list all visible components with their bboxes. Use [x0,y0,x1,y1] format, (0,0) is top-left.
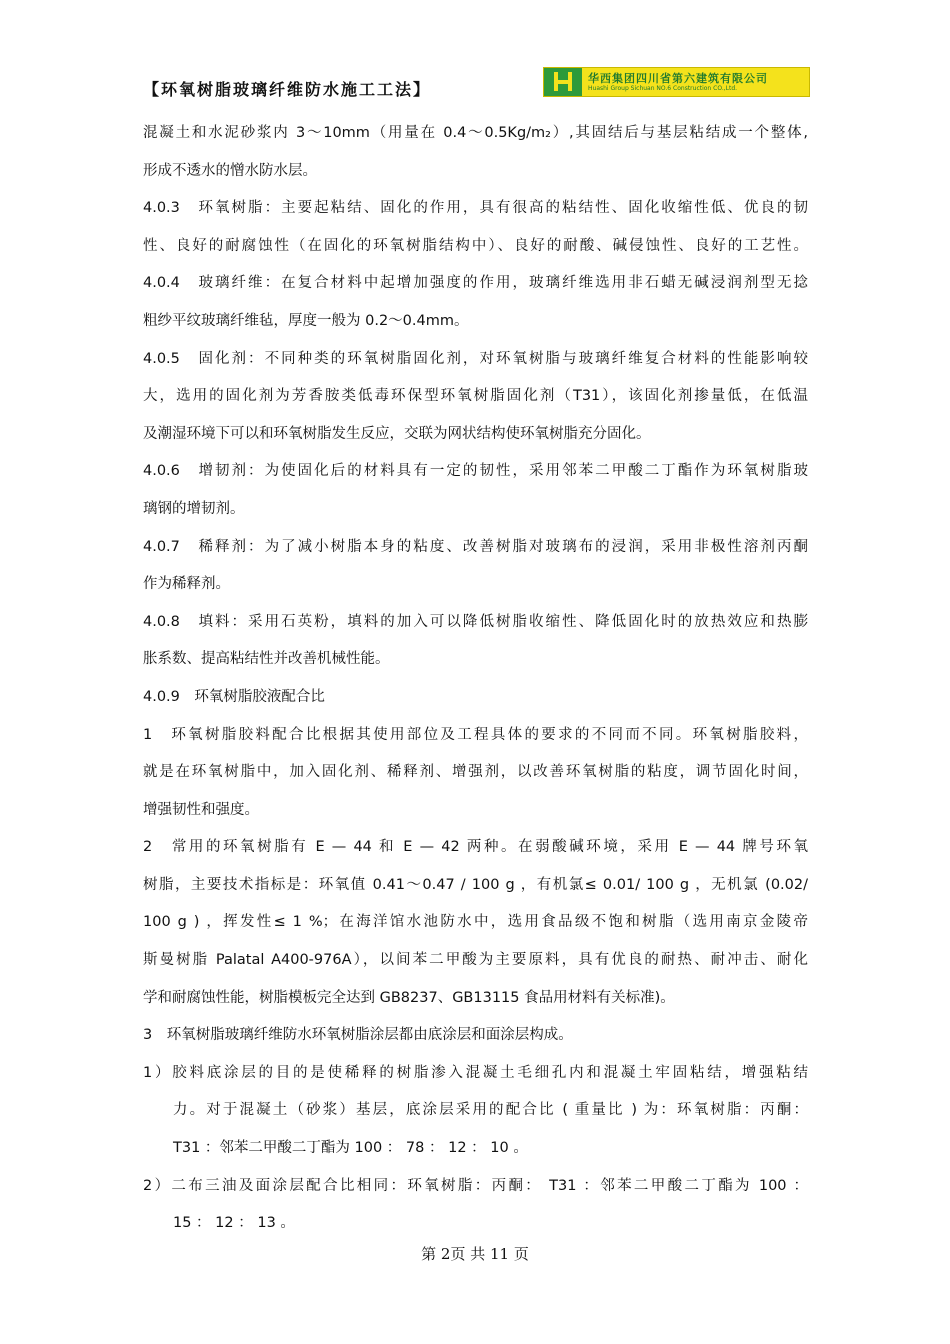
text-line: 15 ： 12 ： 13 。 [173,1215,295,1232]
text-line: 4.0.5 固化剂：不同种类的环氧树脂固化剂，对环氧树脂与玻璃纤维复合材料的性能影响较 [143,350,808,367]
text-line: 就是在环氧树脂中，加入固化剂、稀释剂、增强剂，以改善环氧树脂的粘度，调节固化时间， [143,764,808,781]
text-line: 增强韧性和强度。 [143,801,259,818]
text-line: 及潮湿环境下可以和环氧树脂发生反应，交联为网状结构使环氧树脂充分固化。 [143,425,651,442]
text-line: 粗纱平纹玻璃纤维毡，厚度一般为 0.2～0.4mm。 [143,312,469,329]
text-line: 4.0.8 填料：采用石英粉，填料的加入可以降低树脂收缩性、降低固化时的放热效应和热膨 [143,613,808,630]
document-header-title: 【环氧树脂玻璃纤维防水施工工法】 [143,80,432,99]
text-line: 4.0.9 环氧树脂胶液配合比 [143,688,325,705]
text-line: 1）胶料底涂层的目的是使稀释的树脂渗入混凝土毛细孔内和混凝土牢固粘结，增强粘结 [143,1064,808,1081]
logo-mark-icon [544,68,582,96]
text-line: 100 g ) ，挥发性≤ 1 %；在海洋馆水池防水中，选用食品级不饱和树脂（选用南京金陵帝 [143,914,808,931]
text-line: 混凝土和水泥砂浆内 3～10mm（用量在 0.4～0.5Kg/m₂）,其固结后与基层粘结成一个整体, [143,125,808,141]
logo-company-name-cn: 华西集团四川省第六建筑有限公司 [588,71,768,85]
text-line: 树脂，主要技术指标是：环氧值 0.41～0.47 / 100 g ，有机氯≤ 0.01/ 100 g ，无机氯 (0.02/ [143,876,808,893]
text-line: 斯曼树脂 Palatal A400-976A），以间苯二甲酸为主要原料，具有优良的耐热、耐冲击、耐化 [143,952,808,969]
text-line: 4.0.3 环氧树脂：主要起粘结、固化的作用，具有很高的粘结性、固化收缩性低、优良的韧 [143,200,808,217]
text-line: 2 常用的环氧树脂有 E — 44 和 E — 42 两种。在弱酸碱环境，采用 E — 44 牌号环氧 [143,839,808,856]
text-line: 作为稀释剂。 [143,576,230,593]
text-line: 力。对于混凝土（砂浆）基层，底涂层采用的配合比 ( 重量比 ) 为：环氧树脂：丙酮： [173,1102,808,1119]
text-line: 2）二布三油及面涂层配合比相同：环氧树脂：丙酮： T31 ：邻苯二甲酸二丁酯为 100 ： [143,1177,808,1194]
text-line: 4.0.6 增韧剂：为使固化后的材料具有一定的韧性，采用邻苯二甲酸二丁酯作为环氧树脂玻 [143,463,808,480]
document-body [143,115,808,1243]
text-line: 1 环氧树脂胶料配合比根据其使用部位及工程具体的要求的不同而不同。环氧树脂胶料， [143,726,808,743]
text-line: 性、良好的耐腐蚀性（在固化的环氧树脂结构中）、良好的耐酸、碱侵蚀性、良好的工艺性。 [143,237,808,254]
company-logo [543,67,810,97]
text-line: 3 环氧树脂玻璃纤维防水环氧树脂涂层都由底涂层和面涂层构成。 [143,1027,573,1044]
text-line: 璃钢的增韧剂。 [143,500,245,517]
logo-company-name-en: Huashi Group Sichuan NO.6 Construction CO.,Ltd. [588,84,738,92]
text-line: T31 ：邻苯二甲酸二丁酯为 100 ： 78 ： 12 ： 10 。 [173,1140,528,1157]
text-line: 学和耐腐蚀性能，树脂模板完全达到 GB8237、GB13115 食品用材料有关标准)。 [143,989,675,1006]
text-line: 胀系数、提高粘结性并改善机械性能。 [143,651,390,668]
text-line: 大，选用的固化剂为芳香胺类低毒环保型环氧树脂固化剂（T31），该固化剂掺量低，在低温 [143,388,808,405]
text-line: 形成不透水的憎水防水层。 [143,162,317,179]
text-line: 4.0.4 玻璃纤维：在复合材料中起增加强度的作用，玻璃纤维选用非石蜡无碱浸润剂型无捻 [143,275,808,292]
page-footer: 第 2页 共 11 页 [421,1245,529,1263]
text-line: 4.0.7 稀释剂：为了减小树脂本身的粘度、改善树脂对玻璃布的浸润，采用非极性溶剂丙酮 [143,538,808,555]
